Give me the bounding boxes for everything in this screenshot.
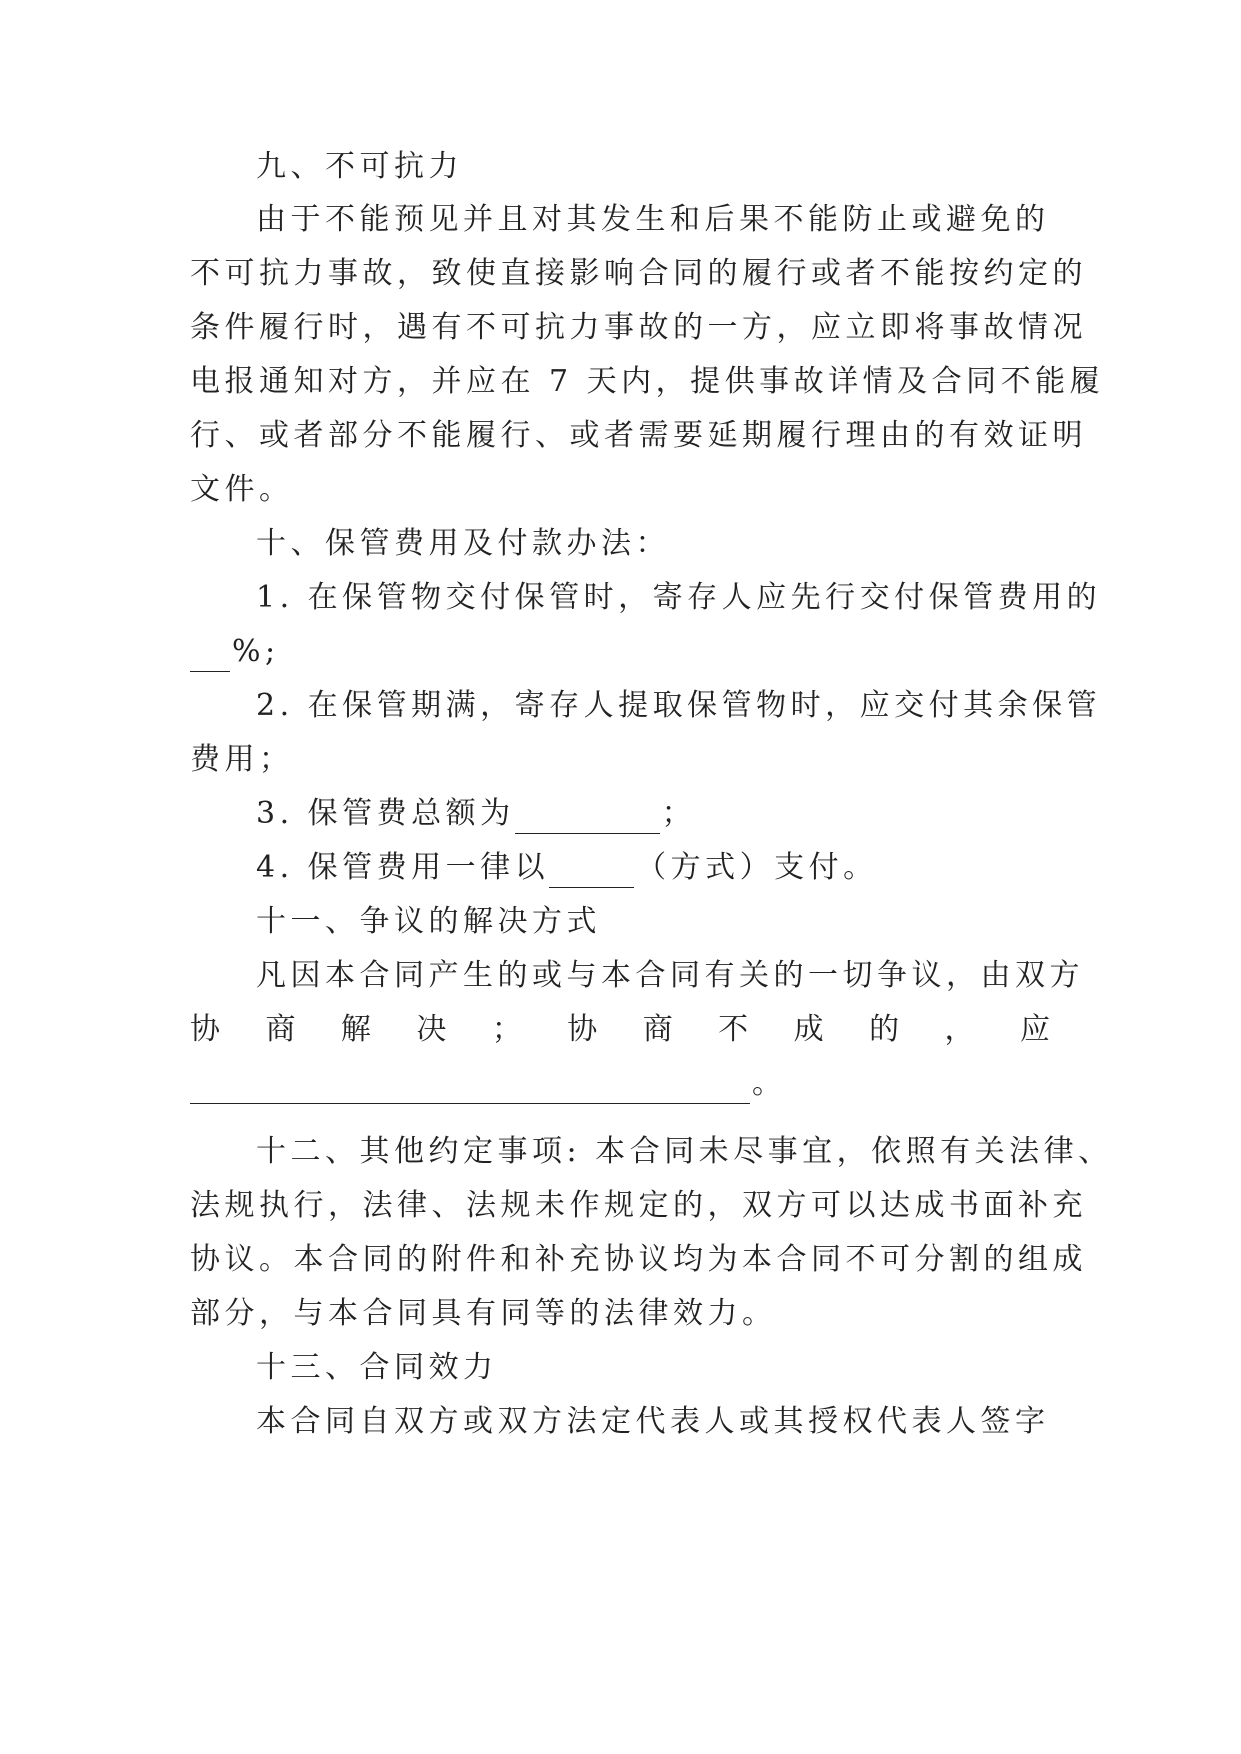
section-10-item-2-text: 费用； <box>190 742 294 777</box>
section-13-heading: 十三、合同效力 <box>256 1350 498 1385</box>
section-10-item-3-line <box>256 794 1050 834</box>
spread-char: 成 <box>793 1012 824 1047</box>
dispute-resolution-blank <box>190 1073 750 1104</box>
section-10-item-1-text: 1. 在保管物交付保管时，寄存人应先行交付保管费用的 <box>256 580 1102 615</box>
section-11-text-line: 凡因本合同产生的或与本合同有关的一切争议，由双方 <box>256 958 1084 993</box>
section-11-spread-line <box>190 1010 1050 1050</box>
section-10-heading: 十、保管费用及付款办法： <box>256 526 670 561</box>
section-13-text-line: 本合同自双方或双方法定代表人或其授权代表人签字 <box>256 1404 1050 1439</box>
section-10-item-1-blank-line <box>190 632 1050 672</box>
spread-char: 协 <box>567 1012 598 1047</box>
spread-char: 协 <box>190 1012 220 1047</box>
spread-char: 应 <box>1019 1012 1050 1047</box>
spread-char: ， <box>944 1012 975 1047</box>
total-fee-label: 3. 保管费总额为 <box>256 796 515 831</box>
spread-char: 商 <box>265 1012 296 1047</box>
spread-char: ； <box>491 1012 522 1047</box>
section-10-item-2-text: 2. 在保管期满，寄存人提取保管物时，应交付其余保管 <box>256 688 1102 723</box>
section-12-text-line: 法规执行，法律、法规未作规定的，双方可以达成书面补充 <box>190 1188 1087 1223</box>
section-11-blank-line <box>190 1064 1050 1104</box>
section-9-text-line: 电报通知对方，并应在 7 天内，提供事故详情及合同不能履 <box>190 364 1105 399</box>
total-fee-suffix: ； <box>661 796 697 831</box>
spread-char: 决 <box>416 1012 447 1047</box>
section-12-text-line: 协议。本合同的附件和补充协议均为本合同不可分割的组成 <box>190 1242 1087 1277</box>
section-9-text-line: 由于不能预见并且对其发生和后果不能防止或避免的 <box>256 202 1050 237</box>
section-9-text-line: 文件。 <box>190 472 294 507</box>
payment-method-blank <box>549 857 634 888</box>
payment-method-suffix: （方式）支付。 <box>636 850 878 885</box>
dispute-resolution-suffix: 。 <box>752 1066 787 1101</box>
section-9-text-line: 条件履行时，遇有不可抗力事故的一方，应立即将事故情况 <box>190 310 1087 345</box>
section-11-heading: 十一、争议的解决方式 <box>256 904 601 939</box>
payment-method-label: 4. 保管费用一律以 <box>256 850 550 885</box>
section-9-text-line: 行、或者部分不能履行、或者需要延期履行理由的有效证明 <box>190 418 1087 453</box>
section-10-item-4-line <box>256 848 1050 888</box>
spread-char: 的 <box>869 1012 900 1047</box>
spread-char: 商 <box>642 1012 673 1047</box>
spread-char: 不 <box>718 1012 749 1047</box>
section-9-heading: 九、不可抗力 <box>256 149 463 184</box>
section-12-text-line: 十二、其他约定事项: 本合同未尽事宜，依照有关法律、 <box>256 1134 1113 1169</box>
percent-suffix: %; <box>232 634 280 669</box>
total-fee-blank <box>515 803 660 834</box>
section-12-text-line: 部分，与本合同具有同等的法律效力。 <box>190 1296 777 1331</box>
section-9-text-line: 不可抗力事故，致使直接影响合同的履行或者不能按约定的 <box>190 256 1087 291</box>
percent-blank <box>190 641 230 672</box>
spread-char: 解 <box>340 1012 371 1047</box>
